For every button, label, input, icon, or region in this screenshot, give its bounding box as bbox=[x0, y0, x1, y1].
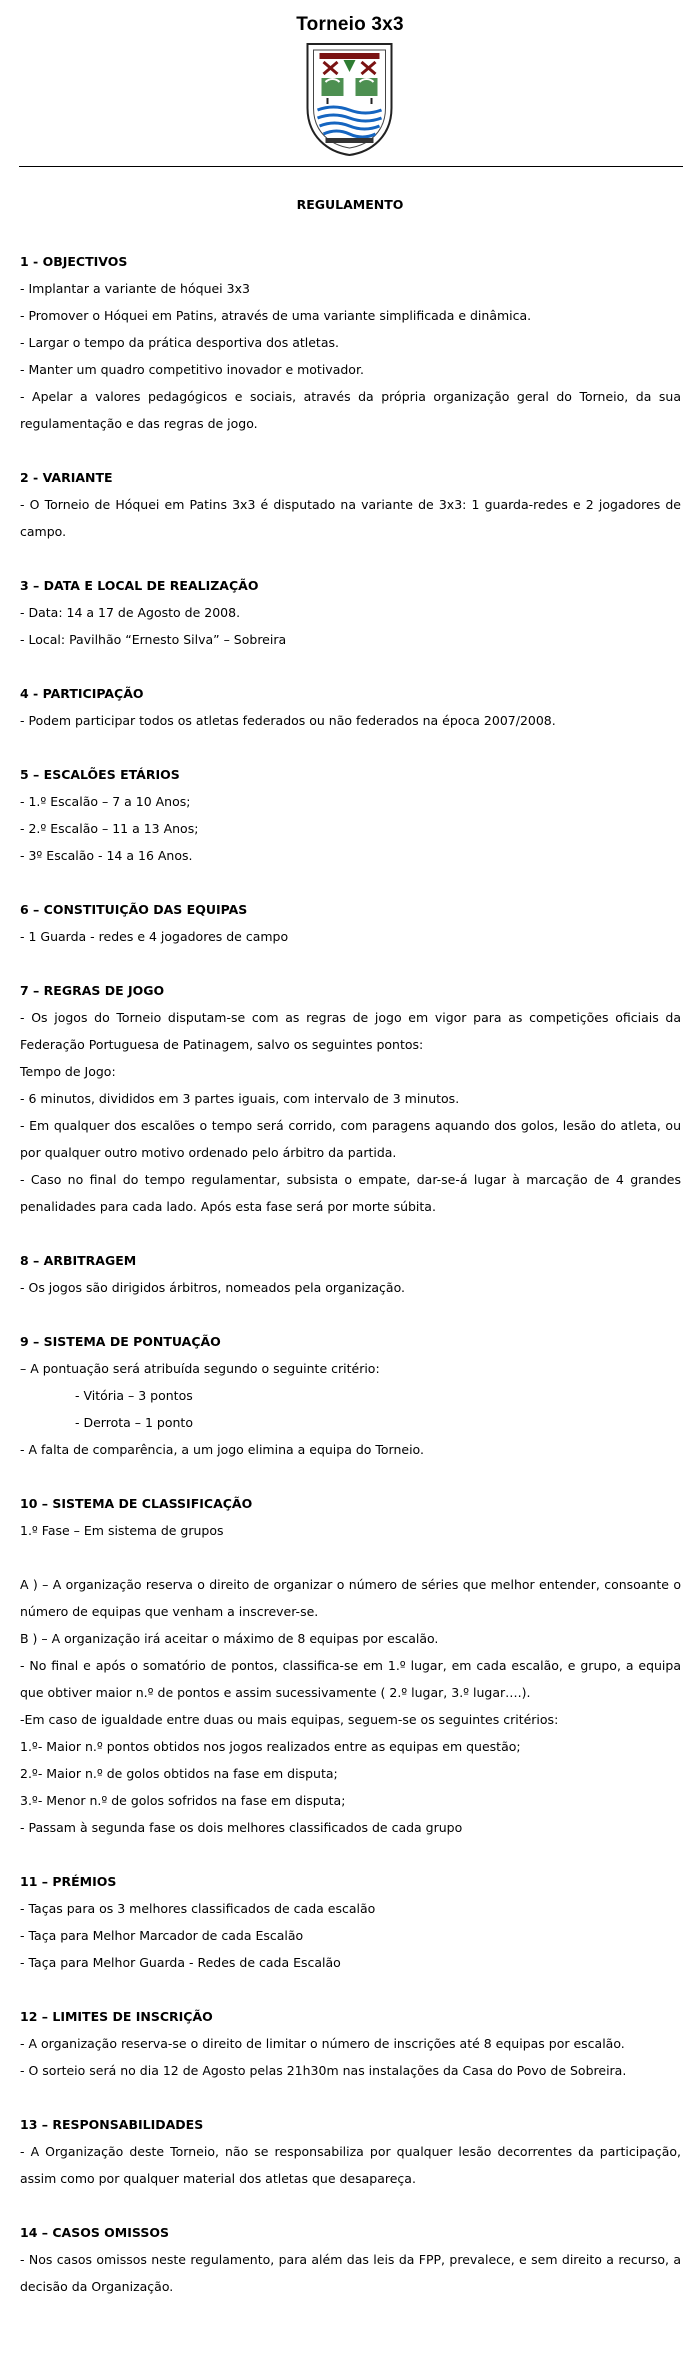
section-constituicao bbox=[20, 896, 681, 950]
text-paragraph: - Nos casos omissos neste regulamento, para além das leis da FPP, prevalece, e sem direito a recurso, a decisão da Organização. bbox=[20, 2252, 681, 2294]
section-title: 5 – ESCALÕES ETÁRIOS bbox=[20, 767, 180, 782]
text-paragraph: - A Organização deste Torneio, não se responsabiliza por qualquer lesão decorrentes da participação, assim como por qualquer material dos atletas que desapareça. bbox=[20, 2144, 681, 2186]
section-data-local bbox=[20, 572, 681, 653]
section-title: 10 – SISTEMA DE CLASSIFICAÇÃO bbox=[20, 1496, 253, 1511]
text-line: - A falta de comparência, a um jogo elimina a equipa do Torneio. bbox=[20, 1442, 424, 1457]
text-line: - 1 Guarda - redes e 4 jogadores de campo bbox=[20, 929, 289, 944]
text-paragraph: - O Torneio de Hóquei em Patins 3x3 é disputado na variante de 3x3: 1 guarda-redes e 2 jogadores de campo. bbox=[20, 497, 681, 539]
section-premios bbox=[20, 1868, 681, 1976]
text-line: - Taça para Melhor Guarda - Redes de cada Escalão bbox=[20, 1955, 341, 1970]
section-title: 2 - VARIANTE bbox=[20, 470, 113, 485]
text-line: Tempo de Jogo: bbox=[20, 1064, 116, 1079]
text-line: - Passam à segunda fase os dois melhores classificados de cada grupo bbox=[20, 1820, 463, 1835]
text-line: – A pontuação será atribuída segundo o seguinte critério: bbox=[20, 1361, 380, 1376]
text-line: 1.º- Maior n.º pontos obtidos nos jogos realizados entre as equipas em questão; bbox=[20, 1739, 521, 1754]
text-line: 1.º Fase – Em sistema de grupos bbox=[20, 1523, 224, 1538]
section-participacao bbox=[20, 680, 681, 734]
text-line: - 2.º Escalão – 11 a 13 Anos; bbox=[20, 821, 199, 836]
section-responsabilidades bbox=[20, 2111, 681, 2192]
text-line: - Promover o Hóquei em Patins, através de uma variante simplificada e dinâmica. bbox=[20, 308, 532, 323]
text-paragraph: A ) – A organização reserva o direito de organizar o número de séries que melhor entender, consoante o número de equipas que venham a inscrever-se. bbox=[20, 1577, 681, 1619]
section-title: 12 – LIMITES DE INSCRIÇÃO bbox=[20, 2009, 213, 2024]
text-line: - Podem participar todos os atletas federados ou não federados na época 2007/2008. bbox=[20, 713, 556, 728]
text-paragraph: - Os jogos do Torneio disputam-se com as regras de jogo em vigor para as competições oficiais da Federação Portuguesa de Patinagem, salvo os seguintes pontos: bbox=[20, 1010, 681, 1052]
section-title: 1 - OBJECTIVOS bbox=[20, 254, 128, 269]
text-paragraph: - No final e após o somatório de pontos, classifica-se em 1.º lugar, em cada escalão, e grupo, a equipa que obtiver maior n.º de pontos e assim sucessivamente ( 2.º lugar, 3.º lugar….). bbox=[20, 1658, 681, 1700]
text-line: - 6 minutos, divididos em 3 partes iguais, com intervalo de 3 minutos. bbox=[20, 1091, 460, 1106]
text-paragraph: - A organização reserva-se o direito de limitar o número de inscrições até 8 equipas por escalão. bbox=[20, 2036, 625, 2051]
club-logo bbox=[299, 38, 400, 158]
section-classificacao bbox=[20, 1490, 681, 1841]
section-title: 9 – SISTEMA DE PONTUAÇÃO bbox=[20, 1334, 221, 1349]
page-title: Torneio 3x3 bbox=[296, 14, 404, 35]
text-line: 2.º- Maior n.º de golos obtidos na fase em disputa; bbox=[20, 1766, 338, 1781]
section-title: 6 – CONSTITUIÇÃO DAS EQUIPAS bbox=[20, 902, 248, 917]
text-paragraph: - Caso no final do tempo regulamentar, subsista o empate, dar-se-á lugar à marcação de 4 grandes penalidades para cada lado. Após esta fase será por morte súbita. bbox=[20, 1172, 681, 1214]
text-paragraph: - O sorteio será no dia 12 de Agosto pelas 21h30m nas instalações da Casa do Povo de Sobreira. bbox=[20, 2063, 627, 2078]
text-line: - Taça para Melhor Marcador de cada Escalão bbox=[20, 1928, 304, 1943]
text-line: - Local: Pavilhão “Ernesto Silva” – Sobreira bbox=[20, 632, 287, 647]
section-title: 11 – PRÉMIOS bbox=[20, 1874, 117, 1889]
section-limites bbox=[20, 2003, 681, 2084]
text-line: - 1.º Escalão – 7 a 10 Anos; bbox=[20, 794, 191, 809]
spacer bbox=[20, 1544, 681, 1571]
section-title: 3 – DATA E LOCAL DE REALIZAÇÃO bbox=[20, 578, 259, 593]
text-line: - 3º Escalão - 14 a 16 Anos. bbox=[20, 848, 193, 863]
text-paragraph: - Em qualquer dos escalões o tempo será corrido, com paragens aquando dos golos, lesão do atleta, ou por qualquer outro motivo ordenado pelo árbitro da partida. bbox=[20, 1118, 681, 1160]
text-line: - Manter um quadro competitivo inovador e motivador. bbox=[20, 362, 364, 377]
text-line: - Taças para os 3 melhores classificados de cada escalão bbox=[20, 1901, 376, 1916]
section-title: 13 – RESPONSABILIDADES bbox=[20, 2117, 204, 2132]
text-line: - Vitória – 3 pontos bbox=[75, 1388, 193, 1403]
text-line: - Derrota – 1 ponto bbox=[75, 1415, 193, 1430]
text-line: - Os jogos são dirigidos árbitros, nomeados pela organização. bbox=[20, 1280, 405, 1295]
section-variante bbox=[20, 464, 681, 545]
section-regras bbox=[20, 977, 681, 1220]
regulation-body bbox=[20, 248, 681, 2327]
text-paragraph: - Apelar a valores pedagógicos e sociais, através da própria organização geral do Torneio, da sua regulamentação e das regras de jogo. bbox=[20, 389, 681, 431]
section-escaloes bbox=[20, 761, 681, 869]
text-line: - Largar o tempo da prática desportiva dos atletas. bbox=[20, 335, 339, 350]
document-heading: REGULAMENTO bbox=[296, 197, 404, 212]
section-objectivos bbox=[20, 248, 681, 437]
section-casos-omissos bbox=[20, 2219, 681, 2300]
section-title: 4 - PARTICIPAÇÃO bbox=[20, 686, 144, 701]
section-arbitragem bbox=[20, 1247, 681, 1301]
text-line: 3.º- Menor n.º de golos sofridos na fase em disputa; bbox=[20, 1793, 346, 1808]
section-title: 7 – REGRAS DE JOGO bbox=[20, 983, 165, 998]
section-pontuacao bbox=[20, 1328, 681, 1463]
text-line: -Em caso de igualdade entre duas ou mais equipas, seguem-se os seguintes critérios: bbox=[20, 1712, 559, 1727]
section-title: 14 – CASOS OMISSOS bbox=[20, 2225, 169, 2240]
text-line: - Data: 14 a 17 de Agosto de 2008. bbox=[20, 605, 241, 620]
text-line: - Implantar a variante de hóquei 3x3 bbox=[20, 281, 250, 296]
text-line: B ) – A organização irá aceitar o máximo de 8 equipas por escalão. bbox=[20, 1631, 439, 1646]
header-divider bbox=[19, 166, 683, 167]
section-title: 8 – ARBITRAGEM bbox=[20, 1253, 137, 1268]
